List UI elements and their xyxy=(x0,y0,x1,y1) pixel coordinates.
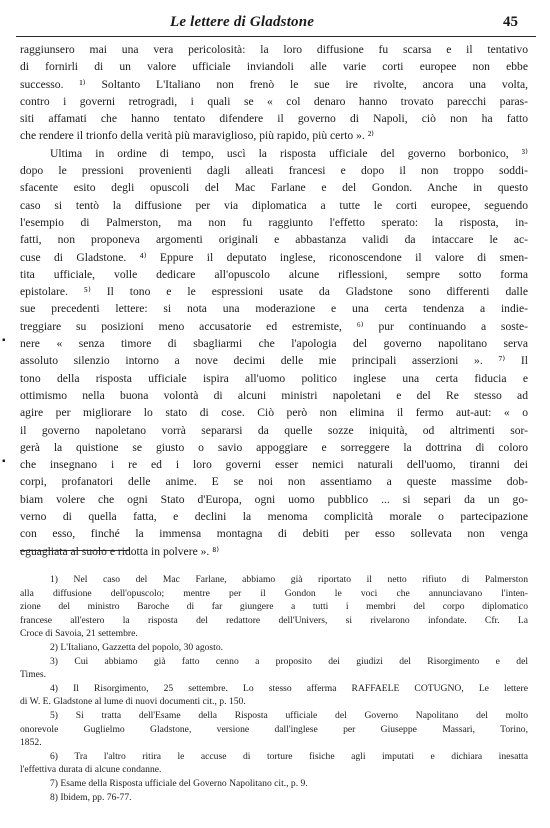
body-line: l'esempio di Palmerston, ma non fu raggiunto l'effetto sperato: la risposta, in- xyxy=(20,215,528,229)
footnote-line: 1852. xyxy=(20,737,42,749)
footnote-line: 1) Nel caso del Mac Farlane, abbiamo già riportato il netto rifiuto di Palmerston xyxy=(50,574,528,585)
body-line: biam volere che ogni Stato d'Europa, ogni uomo pubblico ... si separi da un go- xyxy=(20,492,528,506)
body-line: agire per migliorare lo stato di cose. Ciò però non elimina il fermo aut-aut: « o xyxy=(20,406,528,420)
body-line: cuse di Gladstone. ⁴⁾ Eppure il deputato inglese, riconoscendone il valore di smen- xyxy=(20,250,528,264)
body-line: tono della risposta ufficiale ispira all'uomo politico inglese una certa fiducia e xyxy=(20,371,528,385)
footnote-line: 2) L'Italiano, Gazzetta del popolo, 30 agosto. xyxy=(50,641,224,653)
footnote-line: francese all'estero la risposta del redattore dell'Univers, si rivelarono infondate. Cfr. La xyxy=(20,614,528,626)
footnote-line: l'effettiva durata di alcune condanne. xyxy=(20,764,162,776)
body-line: epistolare. ⁵⁾ Il tono e le espressioni usate da Gladstone sono differenti dalle xyxy=(20,285,528,299)
footnotes xyxy=(20,573,528,804)
running-head: Le lettere di Gladstone xyxy=(170,14,315,30)
footnote-line: 6) Tra l'altro ritira le accuse di torture fisiche agli imputati e dichiara inesatta xyxy=(50,750,528,762)
footnote-line: 3) Cui abbiamo già fatto cenno a proposito dei giudizi del Risorgimento e del xyxy=(50,655,528,667)
body-line: con esso, finché la immensa montagna di debiti per esso sollevata non venga xyxy=(20,527,528,541)
body-line: caso si tentò la diffusione per via diplomatica a tutte le corti europee, seguendo xyxy=(20,198,528,212)
body-line: tita ufficiale, volle dedicare all'opuscolo alcune riflessioni, sempre sotto forma xyxy=(20,267,528,281)
footnote-line: di W. E. Gladstone al lume di nuovi documenti cit., p. 150. xyxy=(20,696,246,708)
body-line: Ultima in ordine di tempo, uscì la risposta ufficiale del governo borbonico, ³⁾ xyxy=(50,146,528,160)
body-line: sfacente esito degli opuscoli del Mac Farlane e del Gondon. Anche in questo xyxy=(20,181,528,195)
body-line: contro i governi retrogradi, i quali se « col denaro hanno trovato parecchi paras- xyxy=(20,94,528,108)
body-line: nere « senza timore di sbagliarmi che l'apologia del governo napolitano serva xyxy=(20,337,528,351)
body-line: siti affamati che hanno tentato difendere il governo di Napoli, ciò non ha fatto xyxy=(20,112,528,126)
footnote-line: Times. xyxy=(20,669,47,681)
body-line: successo. ¹⁾ Soltanto L'Italiano non frenò le sue ire rivolte, ancora una volta, xyxy=(20,77,528,91)
body-line: treggiare su posizioni meno accusatorie ed estremiste, ⁶⁾ pur continuando a soste- xyxy=(20,319,528,333)
margin-mark: ▪ xyxy=(2,456,6,467)
body-line: ottimismo nella buona volontà di alcuni ministri napoletani e del Re stesso ad xyxy=(20,388,528,402)
body-line: gerà la quistione se giusto o savio appoggiare e sorreggere la dottrina di coloro xyxy=(20,440,528,454)
body-line: corpi, profanatori delle anime. E se noi non assentiamo a queste massime dob- xyxy=(20,475,528,489)
margin-mark: ▪ xyxy=(2,335,6,346)
body-line: assoluto silenzio intorno a nove decimi delle mie principali asserzioni ». ⁷⁾ Il xyxy=(20,354,528,368)
footnote-line: zione del ministro Baroche di far giungere a tutti i membri del corpo diplomatico xyxy=(20,601,528,613)
footnotes-rule xyxy=(20,550,130,551)
footnote-line: 4) Il Risorgimento, 25 settembre. Lo stesso afferma RAFFAELE COTUGNO, Le lettere xyxy=(50,682,528,694)
body-line: il governo napoletano vorrà separarsi da quelle sozze iniquità, od altrimenti sor- xyxy=(20,423,528,437)
body-line: dopo le pressioni provenienti dagli alleati francesi e dopo il non troppo soddi- xyxy=(20,164,528,178)
body-line: sue precedenti lettere: si nota una moderazione e una certa tendenza a indie- xyxy=(20,302,528,316)
page-header xyxy=(20,14,530,36)
header-rule xyxy=(16,36,536,37)
body-line: raggiunsero mai una vera pericolosità: la loro diffusione fu scarsa e il tentativo xyxy=(20,43,528,56)
body-line: che insegnano i re ed i loro governi esser nemici naturali dell'uomo, tiranni dei xyxy=(20,458,528,472)
footnote-line: 5) Si tratta dell'Esame della Risposta ufficiale del Governo Napolitano del molto xyxy=(50,709,528,721)
body-line: che rendere il trionfo della verità più maraviglioso, più rapido, più certo ». ²⁾ xyxy=(20,129,375,143)
footnote-line: alla diffusione dell'opuscolo; mentre per il Gondon le voci che annunciavano l'inten- xyxy=(20,587,528,599)
body-text xyxy=(20,41,528,560)
body-line: fatti, non proponeva argomenti originali e abbastanza validi da intaccare le ac- xyxy=(20,233,528,247)
footnote-line: Croce di Savoia, 21 settembre. xyxy=(20,628,138,640)
page-number: 45 xyxy=(503,14,518,30)
footnote-line: onorevole Guglielmo Gladstone, versione dall'inglese per Giuseppe Massari, Torino, xyxy=(20,723,528,735)
footnote-line: 7) Esame della Risposta ufficiale del Governo Napolitano cit., p. 9. xyxy=(50,777,308,789)
body-line: di fornirli di un valore ufficiale inviandoli alle varie corti europee non ebbe xyxy=(20,60,528,74)
footnote-line: 8) Ibidem, pp. 76-77. xyxy=(50,791,132,803)
body-line: verno di quella fatta, e declini la menoma complicità morale o partecipazione xyxy=(20,510,528,524)
body-line: eguagliata al suolo e ridotta in polvere ». ⁸⁾ xyxy=(20,544,220,558)
